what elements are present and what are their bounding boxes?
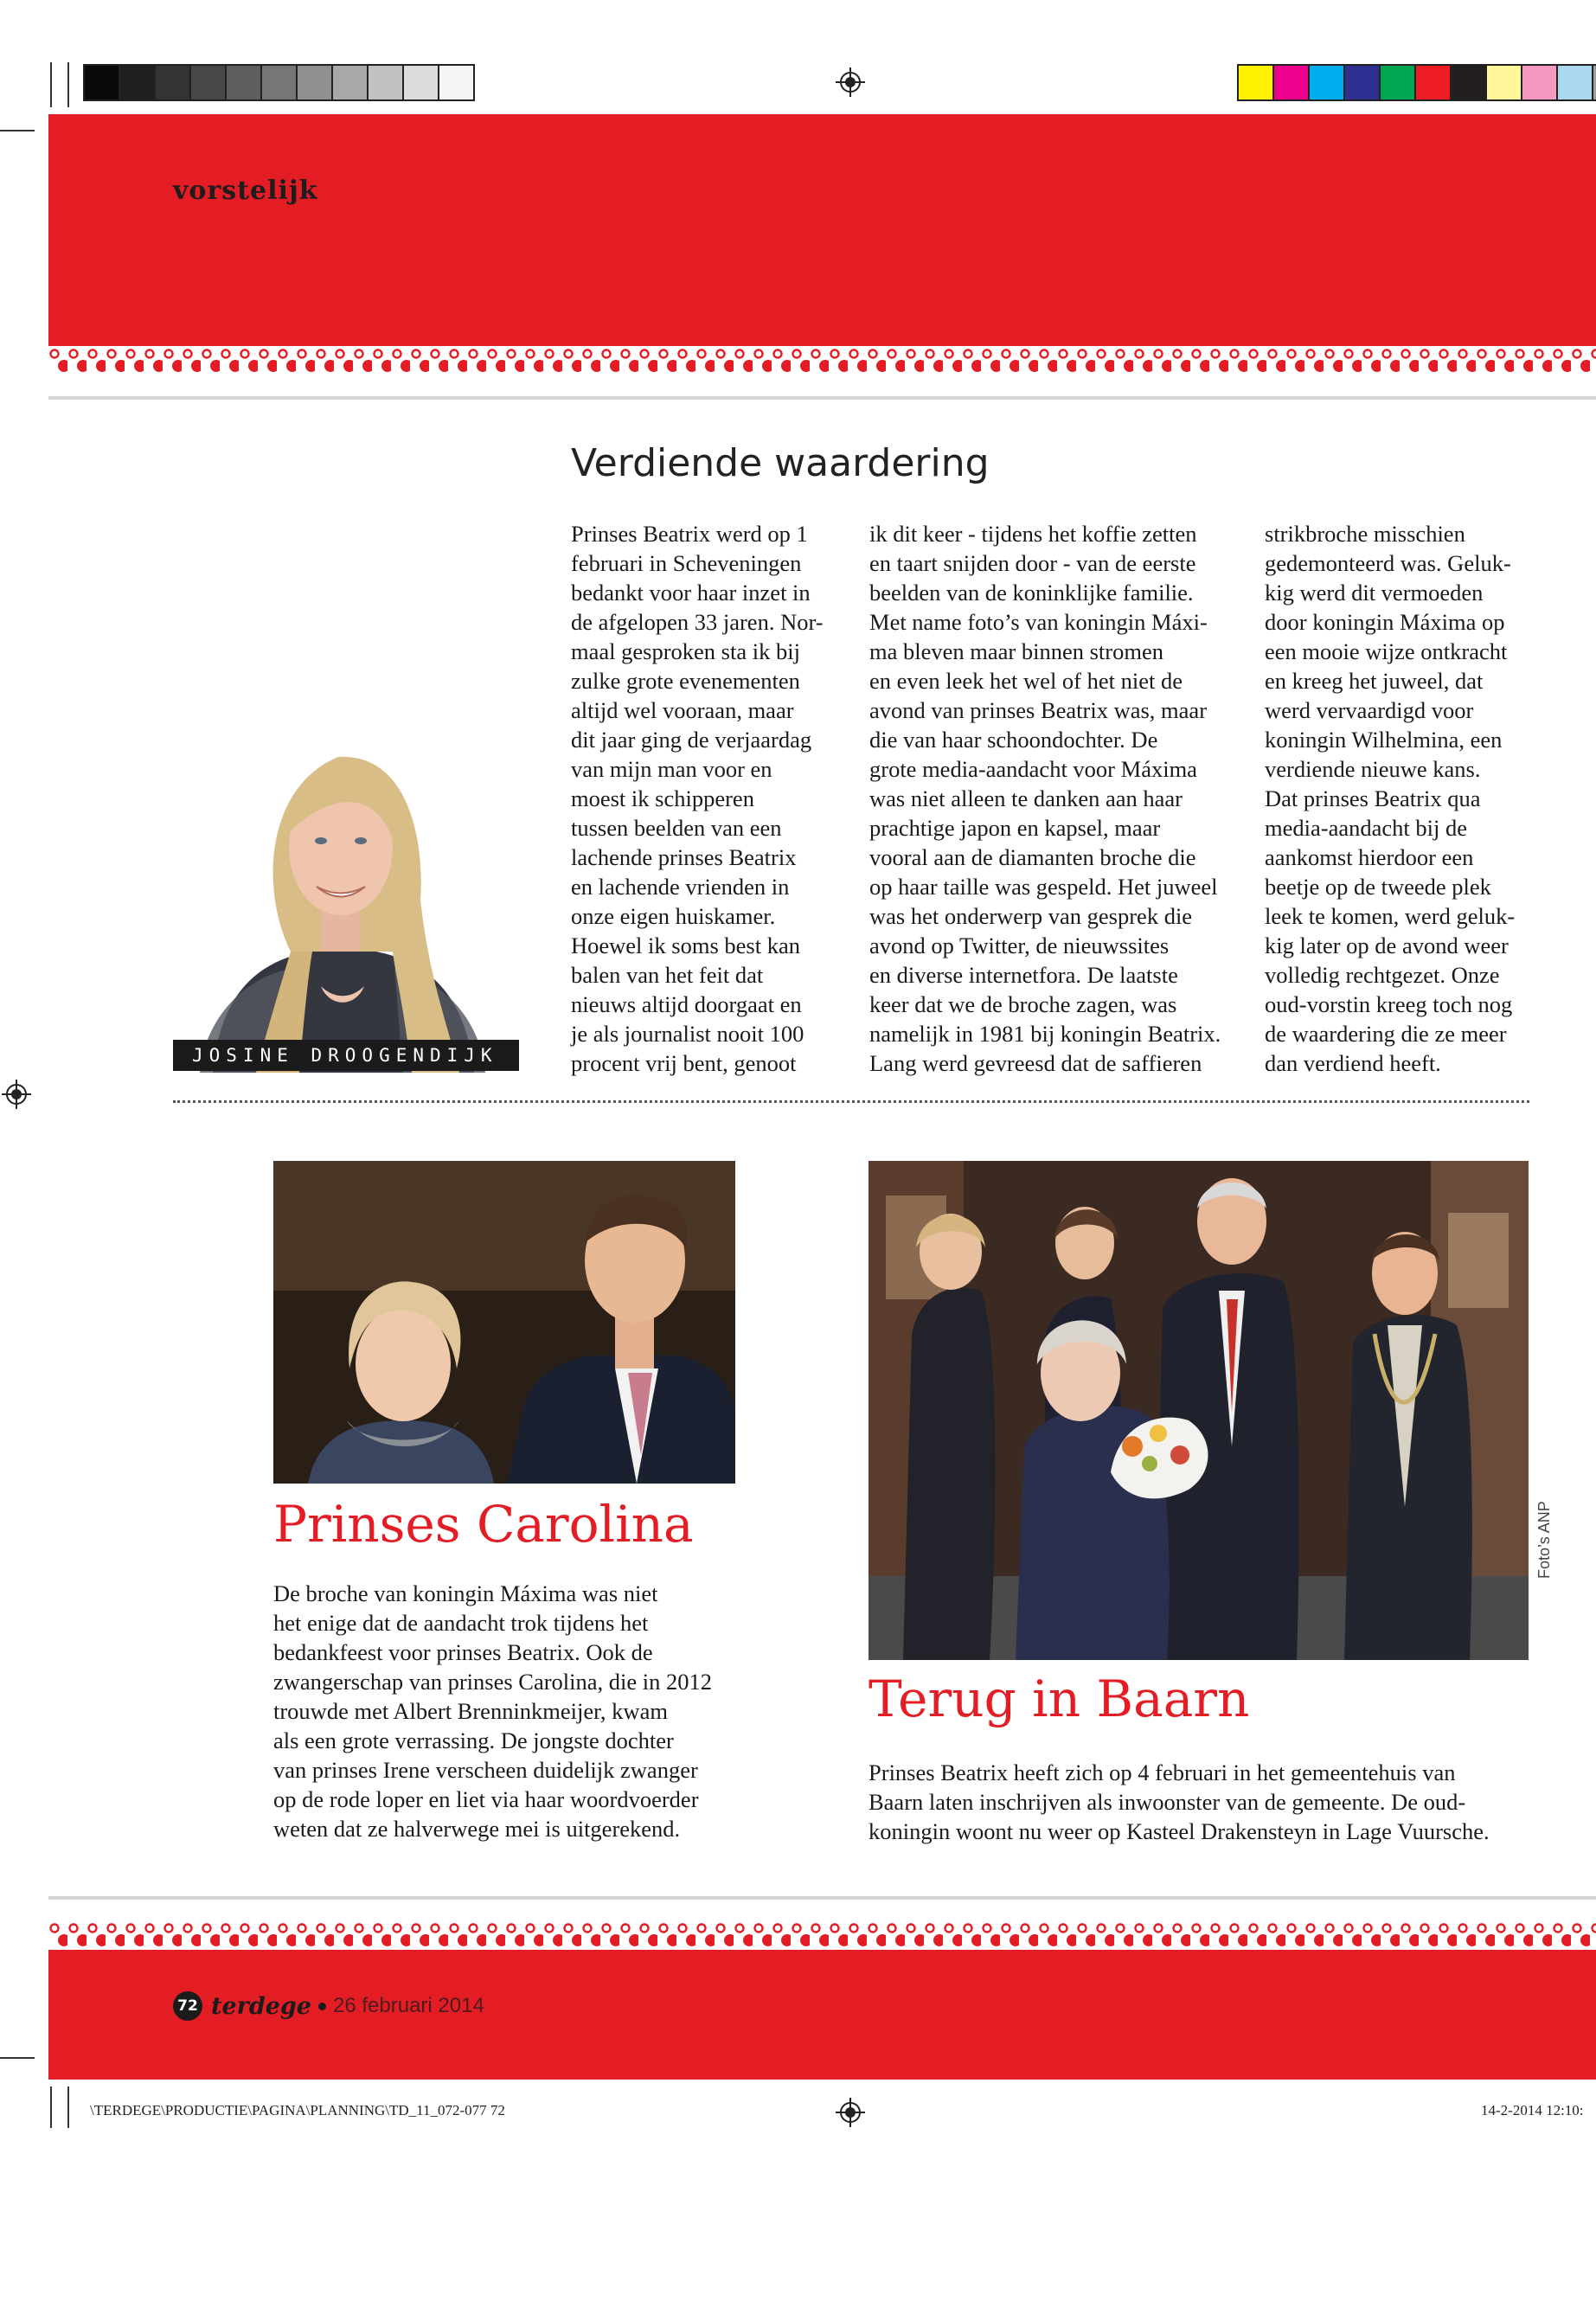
section-divider bbox=[173, 1100, 1529, 1103]
column-text-2 bbox=[869, 519, 1233, 1078]
page-number: 72 bbox=[173, 1991, 202, 2021]
color-swatch bbox=[1450, 64, 1487, 101]
color-swatch bbox=[1521, 64, 1558, 101]
crop-mark bbox=[50, 62, 52, 107]
photo-carolina bbox=[273, 1161, 735, 1484]
column-title: Verdiende waardering bbox=[571, 441, 990, 485]
column-text-1 bbox=[571, 519, 835, 1078]
issue-date: 26 februari 2014 bbox=[333, 1994, 484, 2017]
color-swatch bbox=[1272, 64, 1310, 101]
registration-mark-icon bbox=[836, 67, 865, 97]
registration-mark-icon bbox=[2, 1080, 31, 1109]
photo-beatrix-baarn bbox=[869, 1161, 1529, 1660]
section-label: vorstelijk bbox=[173, 176, 318, 206]
crop-mark bbox=[67, 62, 69, 107]
story-left-body: De broche van koningin Máxima was niet het enige dat de aandacht trok tijdens het bedankfeest voor prinses Beatrix. Ook de zwangerschap van prinses Carolina, die in 2012 trouwde met Albert Brenninkmeijer, kwam als een grote verrassing. De jongste dochter van prinses Irene verscheen duidelijk zwanger op de rode loper en liet via haar woordvoerder weten dat ze halverwege mei is uitgerekend. bbox=[273, 1580, 713, 1842]
column-text-3 bbox=[1265, 519, 1529, 1078]
color-swatch bbox=[225, 64, 262, 101]
crop-mark bbox=[0, 2057, 35, 2059]
color-swatch bbox=[331, 64, 369, 101]
column-paragraph: ik dit keer - tijdens het koffie zetten en taart snijden door - van de eerste beelden van de koninklijke familie. Met name foto’s van koningin Máxi- ma bleven maar binnen stromen en even leek het wel of het niet de avond van prinses Beatrix was, maar die van haar schoondochter. De grote media-aandacht voor Máxima was niet alleen te danken aan haar prachtige japon en kapsel, maar vooral aan de diamanten broche die op haar taille was gespeld. Het juweel was het onderwerp van gesprek die avond op Twitter, de nieuwssites en diverse internetfora. De laatste keer dat we de broche zagen, was namelijk in 1981 bij koningin Beatrix. Lang werd gevreesd dat de saffieren bbox=[869, 521, 1221, 1076]
footer-folio bbox=[173, 1991, 484, 2021]
grey-swatch-strip bbox=[85, 64, 475, 101]
story-right-title: Terug in Baarn bbox=[869, 1670, 1250, 1728]
color-swatch bbox=[1237, 64, 1274, 101]
magazine-logo: terdege bbox=[211, 1992, 311, 2020]
column-paragraph: strikbroche misschien gedemonteerd was. Geluk- kig werd dit vermoeden door koningin Máxima op een mooie wijze ontkracht en kreeg het juweel, dat werd vervaardigd voor koningin Wilhelmina, een verdiende nieuwe kans. Dat prinses Beatrix qua media-aandacht bij de aankomst hierdoor een beetje op de tweede plek leek te komen, werd geluk- kig later op de avond weer volledig rechtgezet. Onze oud-vorstin kreeg toch nog de waardering die ze meer dan verdiend heeft. bbox=[1265, 521, 1516, 1076]
color-swatch bbox=[1379, 64, 1416, 101]
footer-dot-border bbox=[48, 1920, 1596, 1950]
color-swatch bbox=[1343, 64, 1381, 101]
color-swatch bbox=[154, 64, 191, 101]
footer-rule bbox=[48, 1896, 1596, 1900]
header-rule bbox=[48, 396, 1596, 400]
story-left-title: Prinses Carolina bbox=[273, 1495, 694, 1554]
header-dot-border bbox=[48, 346, 1596, 375]
color-swatch bbox=[189, 64, 227, 101]
color-swatch-strip bbox=[1239, 64, 1596, 101]
color-swatch bbox=[1414, 64, 1452, 101]
column-paragraph: Prinses Beatrix werd op 1 februari in Scheveningen bedankt voor haar inzet in de afgelopen 33 jaren. Nor- maal gesproken sta ik bij zulke grote evenementen altijd wel vooraan, maar dit jaar ging de verjaardag van mijn man voor en moest ik schipperen tussen beelden van een lachende prinses Beatrix en lachende vrienden in onze eigen huiskamer. Hoewel ik soms best kan balen van het feit dat nieuws altijd doorgaat en je als journalist nooit 100 procent vrij bent, genoot bbox=[571, 521, 824, 1076]
color-swatch bbox=[1485, 64, 1522, 101]
story-right-body: Prinses Beatrix heeft zich op 4 februari in het gemeentehuis van Baarn laten inschrijven als inwoonster van de gemeente. De oud- koningin woont nu weer op Kasteel Drakensteyn in Lage Vuursche. bbox=[869, 1759, 1490, 1844]
bullet-dot-icon bbox=[318, 2003, 326, 2010]
header-band bbox=[48, 114, 1596, 346]
print-slug-path: \TERDEGE\PRODUCTIE\PAGINA\PLANNING\TD_11_072-077 72 bbox=[90, 2102, 505, 2118]
author-portrait bbox=[161, 692, 524, 1073]
color-swatch bbox=[1556, 64, 1593, 101]
color-swatch bbox=[438, 64, 475, 101]
crop-mark bbox=[67, 2086, 69, 2128]
color-swatch bbox=[260, 64, 298, 101]
color-swatch bbox=[83, 64, 120, 101]
photo-credit: Foto’s ANP bbox=[1535, 1501, 1553, 1579]
color-swatch bbox=[119, 64, 156, 101]
registration-mark-icon bbox=[836, 2098, 865, 2127]
color-swatch bbox=[1308, 64, 1345, 101]
crop-mark bbox=[50, 2086, 52, 2128]
author-name-tag: JOSINE DROOGENDIJK bbox=[173, 1040, 519, 1071]
color-swatch bbox=[402, 64, 439, 101]
color-swatch bbox=[296, 64, 333, 101]
print-slug-timestamp: 14-2-2014 12:10: bbox=[1481, 2102, 1584, 2118]
color-swatch bbox=[1592, 64, 1596, 101]
crop-mark bbox=[0, 130, 35, 131]
color-swatch bbox=[367, 64, 404, 101]
